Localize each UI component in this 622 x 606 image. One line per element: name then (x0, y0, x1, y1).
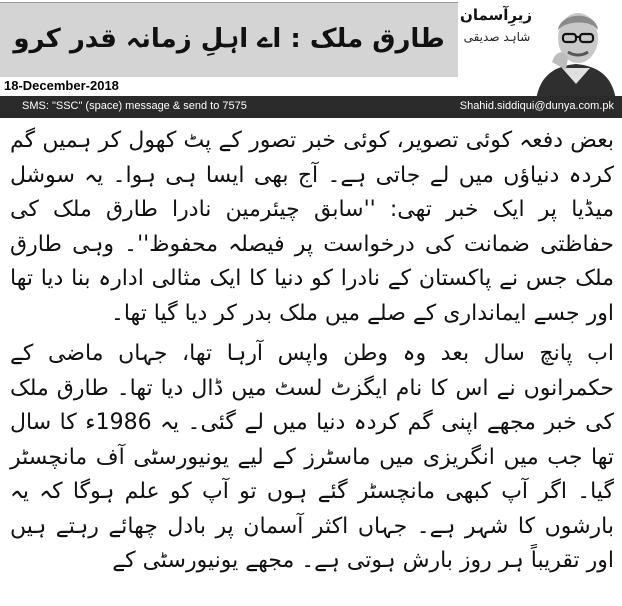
column-name: زیرِآسمان (460, 6, 532, 24)
sms-instructions: SMS: "SSC" (space) message & send to 7575 (22, 100, 247, 112)
article-paragraph: اب پانچ سال بعد وہ وطن واپس آرہا تھا، جہاں ماضی کے حکمرانوں نے اس کا نام ایگزٹ لسٹ میں ڈال دیا تھا۔ طارق ملک کی خبر مجھے اپنی گم کردہ دنیا میں لے گئی۔ یہ 1986ء کا سال تھا جب میں انگریزی میں ماسٹرز کے لیے یونیورسٹی آف مانچسٹر گیا۔ اگر آپ کبھی مانچسٹر گئے ہوں تو آپ کو علم ہوگا کہ یہ بارشوں کا شہر ہے۔ جہاں اکثر آسمان پر بادل چھائے رہتے ہیں اور تقریباً ہر روز بارش ہوتی ہے۔ مجھے یونیورسٹی کے (10, 341, 614, 573)
author-email: Shahid.siddiqui@dunya.com.pk (459, 100, 614, 112)
contact-bar (0, 96, 622, 118)
author-name: شاہد صدیقی (463, 30, 531, 44)
publish-date: 18-December-2018 (4, 78, 119, 93)
author-portrait (532, 4, 620, 100)
article-paragraph: بعض دفعہ کوئی تصویر، کوئی خبر تصور کے پٹ کھول کر ہمیں گم کردہ دنیاؤں میں لے جاتی ہے۔ آج بھی ایسا ہی ہوا۔ یہ سوشل میڈیا پر ایک خبر تھی: ''سابق چیئرمین نادرا طارق ملک کی حفاظتی ضمانت کی درخواست پر فیصلہ محفوظ''۔ وہی طارق ملک جس نے پاکستان کے نادرا کو دنیا کا ایک مثالی ادارہ بنا دیا تھا اور جسے ایمانداری کے صلے میں ملک بدر کر دیا گیا تھا۔ (10, 128, 614, 326)
article-body (10, 124, 614, 585)
article-headline: طارق ملک : اے اہلِ زمانہ قدر کرو (13, 24, 445, 54)
